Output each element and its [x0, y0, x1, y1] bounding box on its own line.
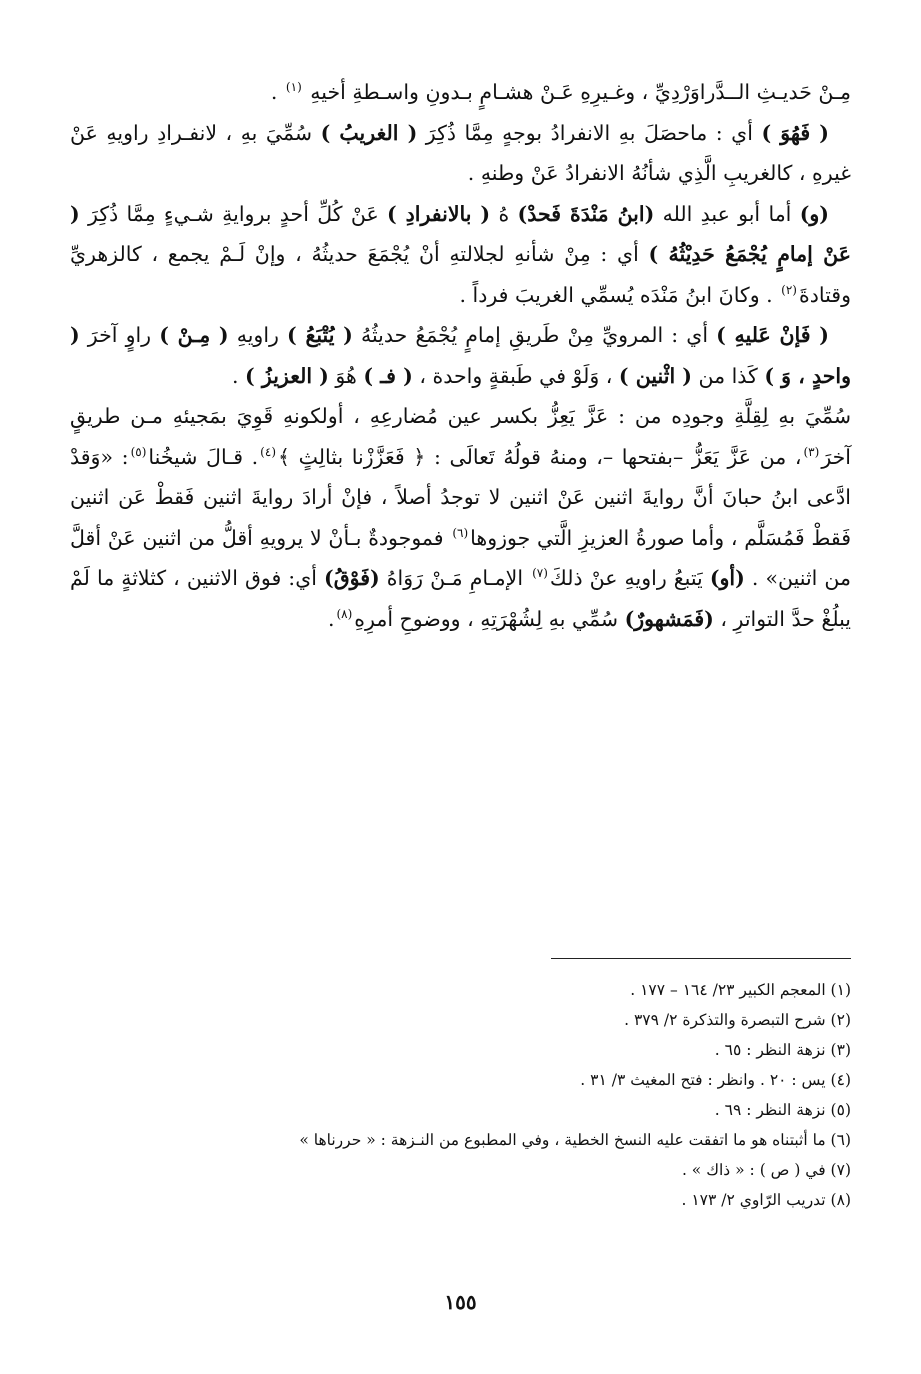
footnote-ref-8: (٨)	[336, 606, 353, 621]
text: .	[232, 363, 246, 388]
text: أي: فوق الاثنين ، كثلاثةٍ ما لَمْ يبلُغْ حدَّ التواترِ ،	[70, 566, 851, 631]
text: ، من عَزَّ يَعَزُّ –بفتحها –، ومنهُ قولُهُ تَعالَى : ﴿ فَعَزَّزْنا بثالِثٍ ﴾	[278, 444, 802, 469]
term: ( اثْنين )	[618, 363, 692, 388]
footnote-ref-2: (٢)	[781, 282, 797, 297]
term: ( فـ )	[363, 363, 413, 388]
text: سُمِّي بهِ لِشُهْرَتِهِ ، ووضوحِ أمرِهِ	[354, 606, 625, 631]
footnote-ref-4: (٤)	[260, 444, 276, 459]
term: ( فَإنْ عَليهِ )	[716, 323, 830, 347]
term: (و)	[799, 201, 829, 226]
paragraph-2	[70, 113, 851, 194]
text: . قـالَ شيخُنا	[148, 444, 259, 469]
text: سُمِّيَ بهِ ، لانفـرادِ راويهِ عَنْ غيرهِ ، كالغريبِ الَّذِي شأنُهُ الانفرادُ عَنْ وطنهِ .	[70, 120, 851, 185]
text: أي : ماحصَلَ بهِ الانفرادُ بوجهٍ مِمَّا ذُكِرَ	[417, 120, 762, 145]
footnote: (٤) يس : ٢٠ . وانظر : فتح المغيث ٣/ ٣١ .	[580, 1071, 851, 1089]
page-number: ١٥٥	[444, 1290, 477, 1314]
text: هُ	[490, 201, 518, 226]
footnote-ref-7: (٧)	[532, 566, 548, 580]
term: ( بالانفرادِ )	[387, 201, 491, 226]
text: : «وَقدْ ادَّعى ابنُ حبانَ أنَّ روايةَ اثنين عَنْ اثنين لا توجدُ أصلاً ، فإنْ أرادَ روايةَ اثنين فَقطْ عَن اثنين فَقطْ فَمُسَلَّم ، وأما صورةُ العزيزِ الَّتي جوزوها	[70, 444, 851, 550]
text: راويهِ	[228, 323, 288, 347]
term: (أو)	[709, 566, 745, 590]
text: كَذا من	[691, 363, 765, 388]
term: ( مِـنْ )	[159, 323, 229, 347]
text: يَتبعُ راويهِ عنْ ذلكَ	[549, 566, 710, 590]
footnote: (٥) نزهة النظر : ٦٩ .	[714, 1101, 851, 1119]
text: سُمِّيَ بهِ لِقِلَّةِ وجودِه من : عَزَّ يَعِزُّ بكسر عين مُضارعِهِ ، أولكونهِ قَوِيَ بمَجيئهِ مـن طريقٍ آخرَ	[70, 404, 851, 469]
paragraph-3	[70, 194, 851, 316]
text: .	[327, 606, 335, 631]
footnote-separator	[551, 958, 851, 959]
footnote-ref-1: (١)	[285, 80, 302, 94]
text: .	[270, 80, 278, 104]
footnote: (٣) نزهة النظر : ٦٥ .	[714, 1041, 851, 1059]
footnote-ref-5: (٥)	[130, 444, 147, 459]
text: هُوَ	[328, 363, 364, 388]
text: أما أبو عبدِ الله	[654, 201, 800, 226]
text: أي : المرويِّ مِنْ طَريقِ إمامٍ يُجْمَعُ حديثُهُ	[352, 323, 717, 347]
term: ( يُتْبَعُ )	[287, 323, 353, 347]
main-text	[70, 72, 851, 639]
paragraph-4	[70, 315, 851, 396]
term: (فَوْقُ)	[324, 566, 380, 590]
text: أي : مِنْ شأنهِ لجلالتهِ أنْ يُجْمَعَ حديثُهُ ، وإنْ لَـمْ يجمع ، كالزهريِّ وقتادةَ	[70, 242, 851, 307]
footnote-ref-3: (٣)	[803, 444, 820, 459]
footnote: (٢) شرح التبصرة والتذكرة ٢/ ٣٧٩ .	[624, 1011, 851, 1029]
term-gharib: ( الغريبُ )	[320, 120, 418, 145]
term: ( واحدٍ ، وَ )	[70, 323, 851, 388]
paragraph-5	[70, 396, 851, 639]
text: فموجودةٌ بـأنْ لا يرويهِ أقلُّ من اثنين عَنْ أقلَّ من اثنين» .	[70, 525, 852, 590]
footnotes	[70, 975, 851, 1215]
footnote: (٧) في ( ص ) : « ذاك » .	[681, 1161, 851, 1179]
footnote: (٦) ما أثبتناه هو ما اتفقت عليه النسخ الخطية ، وفي المطبوع من النـزهة : « حررناها »	[299, 1131, 851, 1149]
text: مِـنْ حَديـثِ الــدَّراوَرْدِيِّ ، وغـيرِهِ عَـنْ هشـامٍ بـدونِ واسـطةِ أخيهِ	[310, 80, 851, 104]
footnote-ref-6: (٦)	[452, 525, 469, 540]
text: الإمـامِ مَـنْ رَوَاهُ	[379, 566, 531, 590]
text: راوٍ آخرَ	[79, 323, 160, 347]
footnote: (١) المعجم الكبير ٢٣/ ١٦٤ – ١٧٧ .	[630, 981, 851, 999]
term: ( فَهُوَ )	[761, 120, 829, 145]
term-mashhur: (فَمَشهورٌ)	[624, 606, 714, 631]
footnote: (٨) تدريب الرّاوي ٢/ ١٧٣ .	[681, 1191, 851, 1209]
term-aziz: ( العزيزُ )	[245, 363, 329, 388]
text: عَنْ كُلِّ أحدٍ بروايةِ شـيءٍ مِمَّا ذُكِرَ	[79, 201, 387, 226]
paragraph-1	[70, 72, 851, 113]
text: ، وَلَوْ في طَبقةٍ واحدة ،	[412, 363, 619, 388]
term: (ابنُ مَنْدَةَ فَحدْ)	[517, 201, 655, 226]
term: ( عَنْ إمامٍ يُجْمَعُ حَدِيْثُهُ )	[70, 201, 851, 266]
text: . وكانَ ابنُ مَنْدَه يُسمِّي الغريبَ فرداً .	[459, 282, 780, 307]
